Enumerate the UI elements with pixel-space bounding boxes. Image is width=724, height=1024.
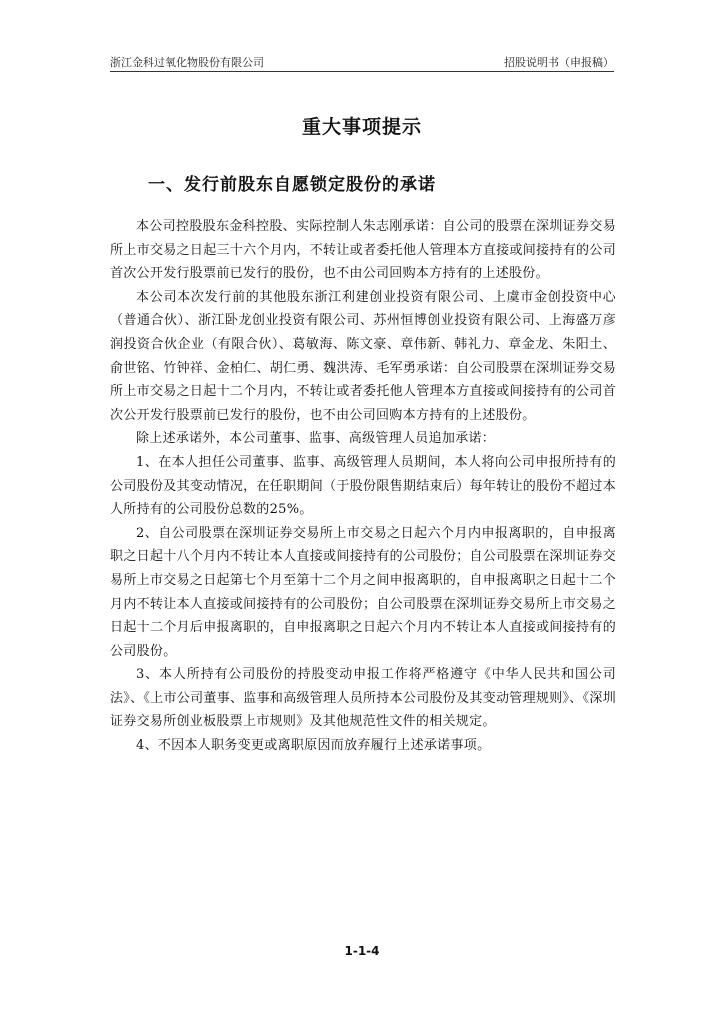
section-body (110, 215, 616, 758)
running-header (110, 50, 614, 70)
paragraph-other-shareholders: 本公司本次发行前的其他股东浙江利建创业投资有限公司、上虞市金创投资中心（普通合伙）、浙江卧龙创业投资有限公司、苏州恒博创业投资有限公司、上海盛万彦润投资合伙企业（有限合伙）、葛敏海、陈文豪、章伟新、韩礼力、章金龙、朱阳土、俞世铭、竹钟祥、金柏仁、胡仁勇、魏洪涛、毛军勇承诺：自公司股票在深圳证券交易所上市交易之日起十二个月内，不转让或者委托他人管理本方直接或间接持有的公司首次公开发行股票前已发行的股份，也不由公司回购本方持有的上述股份。 (110, 289, 616, 423)
paragraph-additional-commitment-intro: 除上述承诺外，本公司董事、监事、高级管理人员追加承诺： (136, 431, 496, 447)
paragraph-commitment-3: 3、本人所持有公司股份的持股变动申报工作将严格遵守《中华人民共和国公司法》、《上市公司董事、监事和高级管理人员所持本公司股份及其变动管理规则》、《深圳证券交易所创业板股票上市规则》及其他规范性文件的相关规定。 (110, 667, 617, 730)
header-document-type: 招股说明书（申报稿） (504, 56, 614, 69)
paragraph-commitment-4: 4、不因本人职务变更或离职原因而放弃履行上述承诺事项。 (136, 738, 491, 754)
header-company-name: 浙江金科过氧化物股份有限公司 (110, 56, 264, 69)
page-title: 重大事项提示 (301, 116, 422, 138)
paragraph-controlling-shareholder: 本公司控股股东金科控股、实际控制人朱志刚承诺：自公司的股票在深圳证券交易所上市交易之日起三十六个月内，不转让或者委托他人管理本方直接或间接持有的公司首次公开发行股票前已发行的股份，也不由公司回购本方持有的上述股份。 (110, 219, 616, 282)
paragraph-commitment-1: 1、在本人担任公司董事、监事、高级管理人员期间，本人将向公司申报所持有的公司股份及其变动情况，在任职期间（于股份限售期结束后）每年转让的股份不超过本人所持有的公司股份总数的25%。 (110, 454, 616, 518)
section-heading: 一、发行前股东自愿锁定股份的承诺 (148, 175, 436, 195)
paragraph-commitment-2: 2、自公司股票在深圳证券交易所上市交易之日起六个月内申报离职的，自申报离职之日起十八个月内不转让本人直接或间接持有的公司股份；自公司股票在深圳证券交易所上市交易之日起第七个月至第十二个月之间申报离职的，自申报离职之日起十二个月内不转让本人直接或间接持有的公司股份；自公司股票在深圳证券交易所上市交易之日起十二个月后申报离职的，自申报离职之日起六个月内不转让本人直接或间接持有的公司股份。 (110, 525, 616, 659)
page-number: 1-1-4 (344, 944, 380, 958)
header-divider (110, 71, 614, 72)
